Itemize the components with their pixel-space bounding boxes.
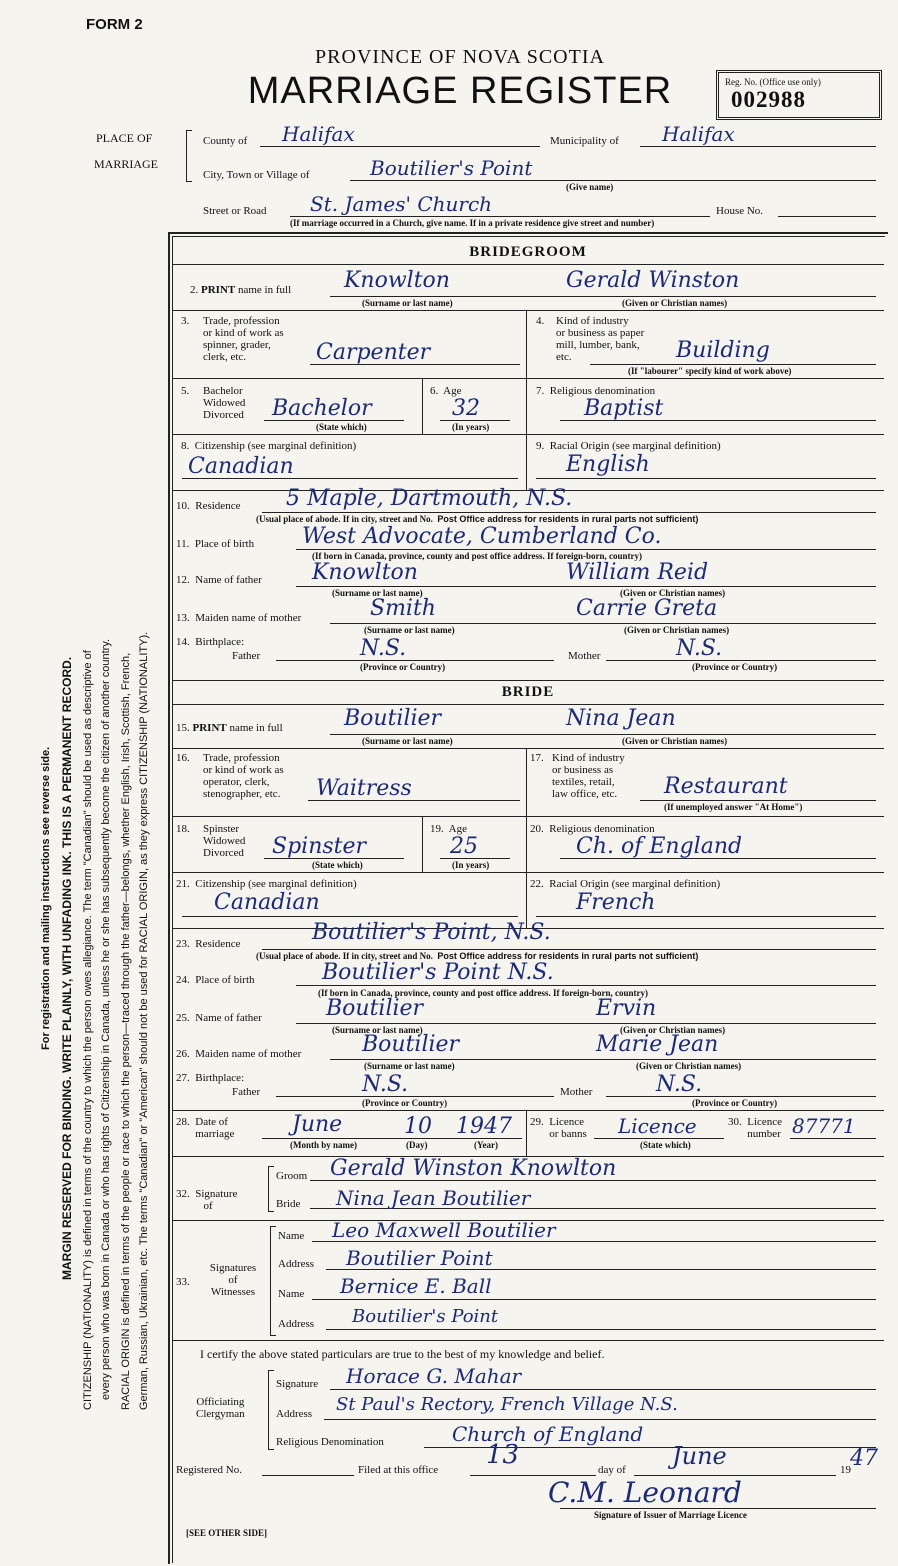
q19-label: 19. Age <box>430 823 467 835</box>
groom-residence: 5 Maple, Dartmouth, N.S. <box>286 486 573 511</box>
issuer-line <box>560 1508 876 1509</box>
q8-label: 8. Citizenship (see marginal definition) <box>181 440 357 452</box>
q14-father-line <box>276 660 554 661</box>
q17-hint: (If unemployed answer "At Home") <box>664 802 803 812</box>
margin-instructions: For registration and mailing instructions see reverse side. <box>40 746 52 1050</box>
groom-citizenship: Canadian <box>188 454 294 479</box>
groom-signature: Gerald Winston Knowlton <box>330 1156 617 1181</box>
bride-father-surname: Boutilier <box>326 996 424 1021</box>
row-rule <box>172 310 884 311</box>
filed-label: Filed at this office <box>358 1464 439 1476</box>
q26-given-hint: (Given or Christian names) <box>636 1061 742 1071</box>
q24-line <box>296 985 876 986</box>
col-divider <box>526 1110 527 1156</box>
q14-mother-word: Mother <box>568 650 601 662</box>
q12-label: 12. Name of father <box>176 574 262 586</box>
bride-status: Spinster <box>272 834 367 859</box>
clergy-address: St Paul's Rectory, French Village N.S. <box>336 1394 678 1415</box>
q27-father-hint: (Province or Country) <box>362 1098 448 1108</box>
bride-trade: Waitress <box>316 776 412 801</box>
groom-mother-given: Carrie Greta <box>576 596 718 621</box>
see-other-side: [SEE OTHER SIDE] <box>186 1528 268 1538</box>
margin-racial-def-2: German, Russian, Ukrainian, etc. The terms "Canadian" or "American" should not be used for RACIAL ORIGIN, as they express CITIZENSHIP (NATIONALITY). <box>138 631 150 1410</box>
q33-label: 33. <box>176 1276 190 1288</box>
groom-heading: BRIDEGROOM <box>469 244 587 260</box>
row-rule <box>172 1110 884 1111</box>
issuer-signature: C.M. Leonard <box>548 1476 742 1509</box>
witness-bracket <box>270 1226 276 1336</box>
q4-line <box>590 364 876 365</box>
groom-status: Bachelor <box>272 396 372 421</box>
groom-sig-label: Groom <box>276 1170 308 1182</box>
q23-label: 23. Residence <box>176 938 241 950</box>
q29-line <box>594 1138 724 1139</box>
col-divider <box>526 310 527 378</box>
margin-citizenship-def: CITIZENSHIP (NATIONALITY) is defined in terms of the country to which the person owes allegiance. The term "Canadian" should be used as descriptive of <box>82 650 94 1410</box>
q13-label: 13. Maiden name of mother <box>176 612 302 624</box>
groom-mother-surname: Smith <box>370 596 436 621</box>
groom-father-given: William Reid <box>566 560 709 585</box>
licence-or-banns: Licence <box>618 1114 697 1138</box>
q32-label: 32. Signature of <box>176 1188 238 1212</box>
place-label-line2: MARRIAGE <box>94 157 159 171</box>
clergy-address-line <box>324 1419 876 1420</box>
q27-label: 27. Birthplace: <box>176 1072 245 1084</box>
q4-num: 4. <box>536 315 545 327</box>
q30-label: 30. Licence number <box>728 1116 783 1140</box>
clergy-address-label: Address <box>276 1408 313 1420</box>
q17-label: Kind of industry or business as textiles, retail, law office, etc. <box>552 752 625 800</box>
q14-mother-hint: (Province or Country) <box>692 662 778 672</box>
bride-citizenship: Canadian <box>214 890 320 915</box>
bride-status-hint: (State which) <box>312 860 363 870</box>
q9-label: 9. Racial Origin (see marginal definition) <box>536 440 721 452</box>
clergy-denomination-label: Religious Denomination <box>276 1436 384 1448</box>
q20-label: 20. Religious denomination <box>530 823 655 835</box>
day-of-label: day of <box>598 1464 626 1476</box>
issuer-label: Signature of Issuer of Marriage Licence <box>594 1510 747 1520</box>
q28-label: 28. Date of marriage <box>176 1116 235 1140</box>
q11-hint: (If born in Canada, province, county and post office address. If foreign-born, country) <box>312 551 643 561</box>
witness1-address: Boutilier Point <box>346 1246 493 1270</box>
groom-age-hint: (In years) <box>452 422 490 432</box>
q12-given-hint: (Given or Christian names) <box>620 588 726 598</box>
col-divider <box>422 816 423 872</box>
witness-label: Signatures of Witnesses <box>209 1262 257 1298</box>
q10-line <box>262 512 876 513</box>
q22-label: 22. Racial Origin (see marginal definition) <box>530 878 721 890</box>
groom-name-line <box>330 296 876 297</box>
witness2-name: Bernice E. Ball <box>340 1274 492 1298</box>
q11-label: 11. Place of birth <box>176 538 255 550</box>
county-value: Halifax <box>282 122 355 146</box>
q5-num: 5. <box>181 385 190 397</box>
witness1-name: Leo Maxwell Boutilier <box>332 1218 556 1242</box>
year-prefix: 19 <box>840 1464 851 1476</box>
margin-racial-def: RACIAL ORIGIN is defined in terms of the people or race to which the person—traced through the father—belongs, whether English, Irish, Scottish, French, <box>120 652 132 1410</box>
q21-line <box>182 916 518 917</box>
city-label: City, Town or Village of <box>203 169 310 181</box>
q22-line <box>536 916 876 917</box>
bride-given: Nina Jean <box>566 706 676 731</box>
q23-line <box>262 949 876 950</box>
clergy-label: Officiating Clergyman <box>196 1396 245 1420</box>
bride-birth: Boutilier's Point N.S. <box>322 960 554 985</box>
house-label: House No. <box>716 205 764 217</box>
q26-surname-hint: (Surname or last name) <box>364 1061 455 1071</box>
clergy-denomination: Church of England <box>452 1422 644 1446</box>
year-hint: (Year) <box>474 1140 498 1150</box>
q26-line <box>330 1059 876 1060</box>
reg-no-value: 002988 <box>731 87 806 112</box>
q14-father-word: Father <box>232 650 261 662</box>
marriage-day: 10 <box>404 1114 432 1139</box>
bride-religion: Ch. of England <box>576 834 743 859</box>
w2-address-label: Address <box>278 1318 315 1330</box>
q17-line <box>640 800 876 801</box>
q13-surname-hint: (Surname or last name) <box>364 625 455 635</box>
bride-mother-birth: N.S. <box>656 1072 703 1097</box>
q27-mother-line <box>606 1096 876 1097</box>
street-value: St. James' Church <box>310 192 493 216</box>
q15-label: 15. PRINT name in full <box>176 722 283 734</box>
certification-text: I certify the above stated particulars are true to the best of my knowledge and belief. <box>200 1347 605 1361</box>
bride-surname-hint: (Surname or last name) <box>362 736 453 746</box>
q10-hint: (Usual place of abode. If in city, street and No. Post Office address for residents in rural parts not sufficient) <box>256 514 699 524</box>
q2-label: 2. PRINT name in full <box>190 284 292 296</box>
q27-father-line <box>276 1096 554 1097</box>
q23-hint: (Usual place of abode. If in city, street and No. Post Office address for residents in rural parts not sufficient) <box>256 951 699 961</box>
filed-day: 13 <box>486 1440 520 1470</box>
q3-num: 3. <box>181 315 190 327</box>
q12-line <box>296 586 876 587</box>
col-divider <box>526 434 527 490</box>
q30-line <box>790 1138 876 1139</box>
marriage-year: 1947 <box>456 1114 512 1139</box>
groom-given: Gerald Winston <box>566 268 740 293</box>
q21-label: 21. Citizenship (see marginal definition) <box>176 878 357 890</box>
sig-bracket <box>268 1166 274 1212</box>
street-hint: (If marriage occurred in a Church, give name. If in a private residence give street and number) <box>290 218 655 228</box>
day-hint: (Day) <box>406 1140 428 1150</box>
row-rule <box>172 872 884 873</box>
q14-label: 14. Birthplace: <box>176 636 245 648</box>
w1-name-label: Name <box>278 1230 305 1242</box>
q17-num: 17. <box>530 752 544 764</box>
w2-address-line <box>326 1329 876 1330</box>
groom-religion: Baptist <box>584 396 664 421</box>
row-rule <box>172 748 884 749</box>
row-rule <box>172 378 884 379</box>
q24-label: 24. Place of birth <box>176 974 255 986</box>
groom-mother-birth: N.S. <box>676 636 723 661</box>
groom-industry: Building <box>676 338 770 363</box>
bride-father-birth: N.S. <box>362 1072 409 1097</box>
q10-label: 10. Residence <box>176 500 241 512</box>
reg-no-label: Reg. No. (Office use only) <box>725 77 821 87</box>
groom-father-surname: Knowlton <box>312 560 418 585</box>
row-rule <box>172 816 884 817</box>
bride-residence: Boutilier's Point, N.S. <box>312 920 551 945</box>
city-value: Boutilier's Point <box>370 156 533 180</box>
bride-mother-surname: Boutilier <box>362 1032 460 1057</box>
groom-heading-rule <box>172 264 884 265</box>
row-rule <box>172 434 884 435</box>
page-title: MARRIAGE REGISTER <box>247 70 673 112</box>
municipality-line <box>640 146 876 147</box>
filed-year: 47 <box>850 1446 878 1471</box>
registered-label: Registered No. <box>176 1464 242 1476</box>
q13-given-hint: (Given or Christian names) <box>624 625 730 635</box>
section-rule <box>172 680 884 681</box>
q25-surname-hint: (Surname or last name) <box>332 1025 423 1035</box>
city-line <box>350 180 876 181</box>
groom-age: 32 <box>452 396 480 421</box>
bride-age-hint: (In years) <box>452 860 490 870</box>
q14-mother-line <box>606 660 876 661</box>
q25-line <box>296 1023 876 1024</box>
street-line <box>290 216 710 217</box>
bride-industry: Restaurant <box>664 774 788 799</box>
city-hint: (Give name) <box>566 182 614 192</box>
groom-father-birth: N.S. <box>360 636 407 661</box>
q7-label: 7. Religious denomination <box>536 385 656 397</box>
q27-father-word: Father <box>232 1086 261 1098</box>
clergy-signature-line <box>330 1389 876 1390</box>
col-divider <box>526 748 527 816</box>
groom-status-hint: (State which) <box>316 422 367 432</box>
licence-number: 87771 <box>792 1114 856 1138</box>
registered-line <box>262 1475 354 1476</box>
q16-num: 16. <box>176 752 190 764</box>
month-hint: (Month by name) <box>290 1140 357 1150</box>
q4-hint: (If "labourer" specify kind of work above) <box>628 366 792 376</box>
q6-label: 6. Age <box>430 385 462 397</box>
q3-label: Trade, profession or kind of work as spinner, grader, clerk, etc. <box>203 315 284 363</box>
bride-given-hint: (Given or Christian names) <box>622 736 728 746</box>
q4-label: Kind of industry or business as paper mill, lumber, bank, etc. <box>556 315 645 363</box>
groom-surname-hint: (Surname or last name) <box>362 298 453 308</box>
county-label: County of <box>203 135 248 147</box>
place-label-line1: PLACE OF <box>96 131 153 145</box>
county-line <box>260 146 540 147</box>
q12-surname-hint: (Surname or last name) <box>332 588 423 598</box>
q11-line <box>296 549 876 550</box>
w2-name-label: Name <box>278 1288 305 1300</box>
col-divider <box>526 816 527 872</box>
groom-racial: English <box>566 452 650 477</box>
groom-birth: West Advocate, Cumberland Co. <box>302 524 662 549</box>
q9-line <box>536 478 876 479</box>
q27-mother-hint: (Province or Country) <box>692 1098 778 1108</box>
clergy-signature-label: Signature <box>276 1378 319 1390</box>
municipality-label: Municipality of <box>550 135 619 147</box>
reg-no-box <box>716 70 882 120</box>
groom-given-hint: (Given or Christian names) <box>622 298 728 308</box>
bride-age: 25 <box>450 834 478 859</box>
w2-name-line <box>312 1299 876 1300</box>
q5-label: Bachelor Widowed Divorced <box>203 385 246 421</box>
groom-surname: Knowlton <box>344 268 450 293</box>
margin-binding-note: MARGIN RESERVED FOR BINDING. WRITE PLAINLY, WITH UNFADING INK. THIS IS A PERMANENT RECORD. <box>60 656 74 1280</box>
bride-heading-rule <box>172 704 884 705</box>
row-rule <box>172 1340 884 1341</box>
street-label: Street or Road <box>203 205 267 217</box>
province-heading: PROVINCE OF NOVA SCOTIA <box>315 46 605 68</box>
q25-label: 25. Name of father <box>176 1012 262 1024</box>
clergy-signature: Horace G. Mahar <box>346 1364 522 1388</box>
bride-surname: Boutilier <box>344 706 442 731</box>
marriage-month: June <box>292 1112 343 1137</box>
w1-address-label: Address <box>278 1258 315 1270</box>
q24-hint: (If born in Canada, province, county and post office address. If foreign-born, country) <box>318 988 649 998</box>
q13-line <box>330 623 876 624</box>
q16-label: Trade, profession or kind of work as operator, clerk, stenographer, etc. <box>203 752 284 800</box>
bride-racial: French <box>576 890 656 915</box>
witness2-address: Boutilier's Point <box>352 1306 499 1327</box>
q18-label: Spinster Widowed Divorced <box>203 823 246 859</box>
bride-signature: Nina Jean Boutilier <box>336 1186 531 1210</box>
bride-mother-given: Marie Jean <box>596 1032 719 1057</box>
municipality-value: Halifax <box>662 122 735 146</box>
groom-trade: Carpenter <box>316 340 431 365</box>
house-line <box>778 216 876 217</box>
q29-label: 29. Licence or banns <box>530 1116 587 1140</box>
margin-citizenship-def-2: every person who was born in Canada or who has rights of Citizenship in Canada, unless he or she has subsequently become the citizen of another country. <box>100 638 112 1400</box>
q26-label: 26. Maiden name of mother <box>176 1048 302 1060</box>
col-divider <box>526 378 527 434</box>
bride-father-given: Ervin <box>596 996 657 1021</box>
q14-father-hint: (Province or Country) <box>360 662 446 672</box>
col-divider <box>422 378 423 434</box>
q27-mother-word: Mother <box>560 1086 593 1098</box>
q25-given-hint: (Given or Christian names) <box>620 1025 726 1035</box>
q18-num: 18. <box>176 823 190 835</box>
clergy-bracket <box>268 1370 274 1450</box>
state-hint: (State which) <box>640 1140 691 1150</box>
form-number: FORM 2 <box>86 16 143 33</box>
bride-sig-label: Bride <box>276 1198 301 1210</box>
filed-month: June <box>672 1442 727 1470</box>
bride-heading: BRIDE <box>501 684 555 700</box>
place-bracket <box>186 130 192 182</box>
bride-name-line <box>330 734 876 735</box>
